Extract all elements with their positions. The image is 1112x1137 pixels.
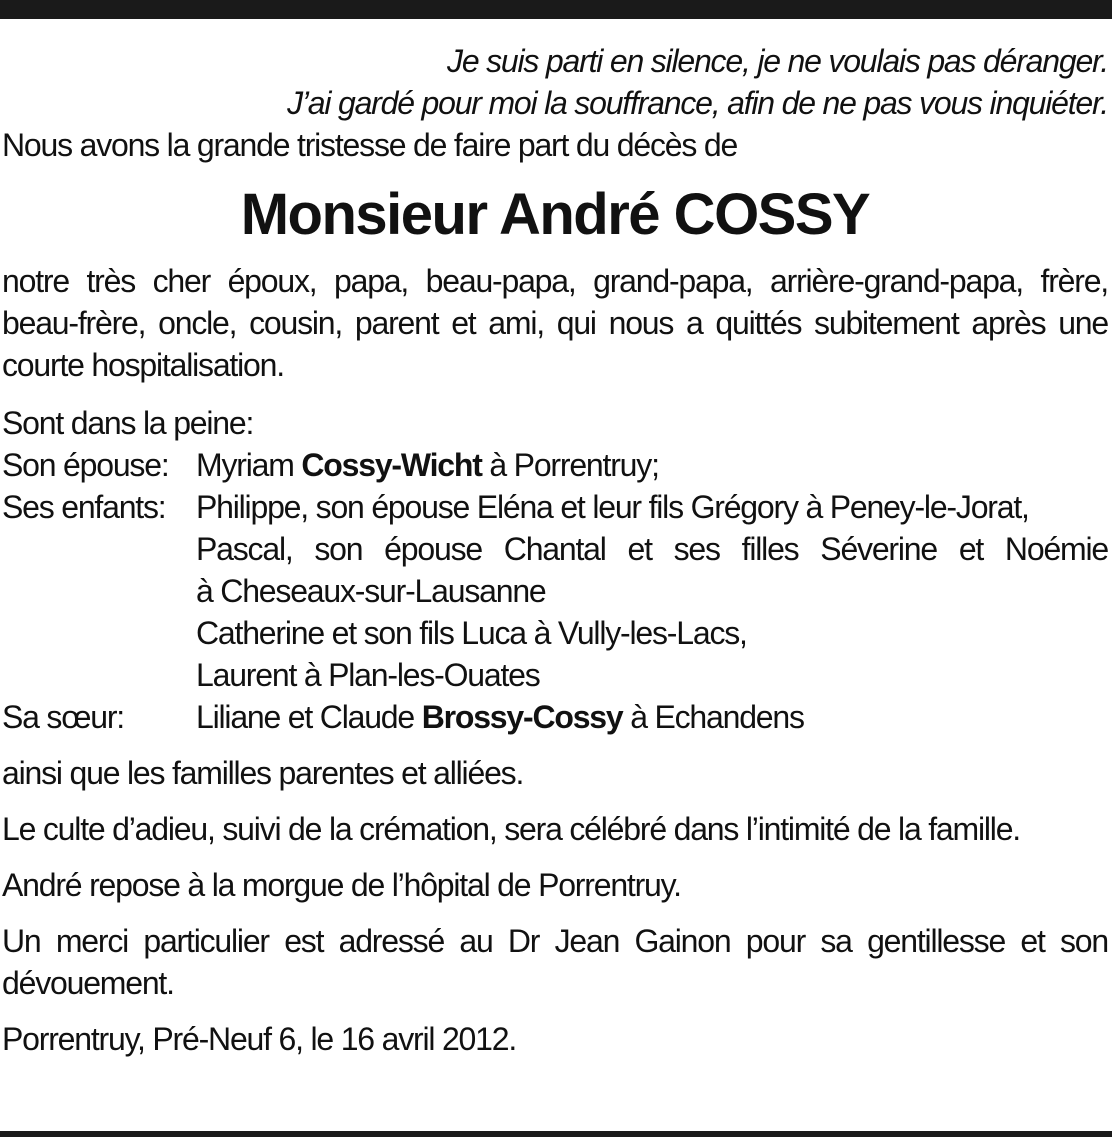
- deceased-description: notre très cher époux, papa, beau-papa, grand-papa, arrière-grand-papa, frère, beau-frère, oncle, cousin, parent et ami, qui nous a quittés subitement après une courte hospitalisation.: [2, 263, 1108, 383]
- children-line: Philippe, son épouse Eléna et leur fils Grégory à Peney-le-Jorat,: [196, 489, 1029, 525]
- spouse-label: Son épouse:: [2, 447, 169, 483]
- rest-place-paragraph: André repose à la morgue de l’hôpital de Porrentruy.: [2, 867, 681, 903]
- sister-label: Sa sœur:: [2, 699, 124, 735]
- announcement: Nous avons la grande tristesse de faire part du décès de: [2, 127, 738, 163]
- sister-entry: [196, 696, 1108, 738]
- deceased-name: Monsieur André COSSY: [240, 182, 870, 247]
- children-line: Catherine et son fils Luca à Vully-les-Lacs,: [196, 615, 747, 651]
- sister-surname: Brossy-Cossy: [421, 699, 623, 735]
- epigraph-line: Je suis parti en silence, je ne voulais pas déranger.: [447, 43, 1108, 79]
- spouse-surname: Cossy-Wicht: [301, 447, 482, 483]
- children-line: à Cheseaux-sur-Lausanne: [196, 573, 546, 609]
- obituary-notice: [2, 40, 1108, 1060]
- epigraph-line: J’ai gardé pour moi la souffrance, afin de ne pas vous inquiéter.: [287, 85, 1108, 121]
- children-label: Ses enfants:: [2, 489, 166, 525]
- spouse-row: [2, 444, 1108, 486]
- sister-firstnames: Liliane et Claude: [196, 699, 422, 735]
- sister-location: à Echandens: [622, 699, 804, 735]
- children-line: Laurent à Plan-les-Ouates: [196, 657, 540, 693]
- children-row: [2, 486, 1108, 696]
- sister-row: [2, 696, 1108, 738]
- place-date: Porrentruy, Pré-Neuf 6, le 16 avril 2012.: [2, 1021, 517, 1057]
- children-entries: [196, 486, 1108, 696]
- epigraph: [2, 40, 1108, 124]
- ceremony-paragraph: Le culte d’adieu, suivi de la crémation, sera célébré dans l’intimité de la famille.: [2, 811, 1020, 847]
- families-line: ainsi que les familles parentes et alliées.: [2, 755, 524, 791]
- children-line: Pascal, son épouse Chantal et ses filles Séverine et Noémie: [196, 531, 1108, 567]
- thanks-paragraph: Un merci particulier est adressé au Dr Jean Gainon pour sa gentillesse et son dévouement.: [2, 923, 1108, 1001]
- spouse-entry: [196, 444, 1108, 486]
- spouse-firstname: Myriam: [196, 447, 302, 483]
- bottom-rule: [0, 1131, 1112, 1137]
- spouse-location: à Porrentruy;: [481, 447, 659, 483]
- mourners-intro: Sont dans la peine:: [2, 405, 254, 441]
- mourners-list: [2, 402, 1108, 738]
- top-rule: [0, 0, 1112, 19]
